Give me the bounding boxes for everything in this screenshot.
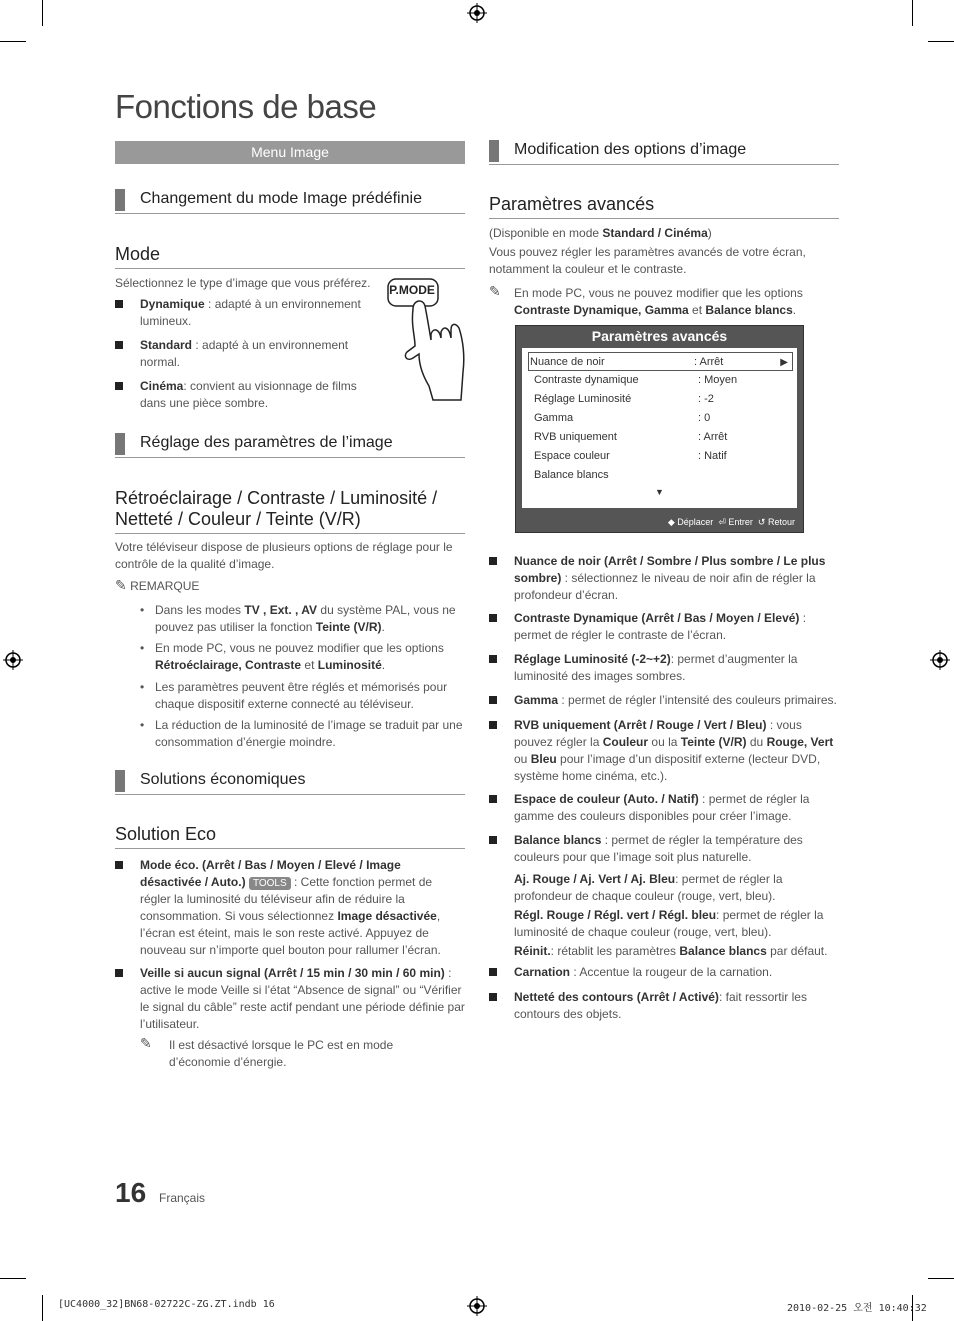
section-mode-title: Mode	[115, 244, 465, 269]
mode-item-standard: Standard : adapté à un environnement normal.	[115, 337, 370, 371]
registration-mark-icon	[467, 3, 487, 23]
osd-footer: ◆ Déplacer ⏎ Entrer ↺ Retour	[667, 517, 795, 527]
osd-panel	[522, 348, 797, 508]
osd-menu	[515, 325, 804, 533]
crop-mark	[928, 1278, 954, 1279]
pencil-icon: ✎	[489, 283, 501, 299]
adv-item-luminosite: Réglage Luminosité (-2~+2): permet d’augmenter la luminosité des images sombres.	[489, 651, 839, 685]
osd-row-rvb[interactable]: RVB uniquement : Arrêt	[534, 431, 728, 443]
adv-subitem-reinit: Réinit.: rétablit les paramètres Balance blancs par défaut.	[514, 944, 828, 958]
tools-badge: TOOLS	[249, 877, 291, 890]
section-eco-title: Solution Eco	[115, 824, 465, 849]
adv-item-rvb: RVB uniquement (Arrêt / Rouge / Vert / Bleu) : vous pouvez régler la Couleur ou la Teinte (V/R) du Rouge, Vert ou Bleu pour l’image d’un dispositif externe (lecteur DVD, système home cinéma, etc.).	[489, 717, 839, 785]
return-icon: ↺	[757, 517, 766, 527]
osd-row-espace[interactable]: Espace couleur : Natif	[534, 450, 727, 462]
retro-intro: Votre téléviseur dispose de plusieurs options de réglage pour le contrôle de la qualité d’image.	[115, 540, 453, 571]
subheading-changement: Changement du mode Image prédéfinie	[115, 189, 465, 214]
registration-mark-icon	[930, 650, 950, 670]
section-adv-title: Paramètres avancés	[489, 194, 839, 219]
arrow-right-icon: ▶	[780, 357, 788, 368]
adv-item-balance: Balance blancs : permet de régler la température des couleurs pour que l’image soit plus naturelle.	[489, 832, 844, 866]
osd-row-contraste[interactable]: Contraste dynamique : Moyen	[534, 374, 738, 386]
adv-item-carnation: Carnation : Accentue la rougeur de la carnation.	[489, 964, 839, 981]
menu-bar: Menu Image	[115, 141, 465, 164]
adv-subitem-regl: Régl. Rouge / Régl. vert / Régl. bleu: permet de régler la luminosité de chaque couleur (rouge, vert, bleu).	[514, 908, 824, 939]
eco-note: ✎ Il est désactivé lorsque le PC est en mode d’économie d’énergie.	[140, 1035, 394, 1069]
note-item: • Les paramètres peuvent être réglés et mémorisés pour chaque dispositif externe connecté au téléviseur.	[140, 679, 470, 713]
language-label: Français	[159, 1191, 206, 1205]
note-item: • En mode PC, vous ne pouvez modifier que les options Rétroéclairage, Contraste et Luminosité.	[140, 640, 470, 674]
adv-item-nettete: Netteté des contours (Arrêt / Activé): fait ressortir les contours des objets.	[489, 989, 839, 1023]
mode-intro: Sélectionnez le type d’image que vous préférez.	[115, 276, 371, 290]
adv-item-nuance: Nuance de noir (Arrêt / Sombre / Plus sombre / Le plus sombre) : sélectionnez le niveau de noir afin de régler la profondeur d’écran.	[489, 553, 839, 604]
registration-mark-icon	[3, 650, 23, 670]
subheading-modification: Modification des options d’image	[489, 140, 839, 165]
page-title: Fonctions de base	[115, 88, 377, 125]
page-number: 16	[115, 1177, 147, 1208]
footer-timestamp: 2010-02-25 오전 10:40:32	[787, 1303, 927, 1314]
note-item: • Dans les modes TV , Ext. , AV du système PAL, vous ne pouvez pas utiliser la fonction Teinte (V/R).	[140, 602, 470, 636]
osd-row-gamma[interactable]: Gamma : 0	[534, 412, 711, 424]
subheading-reglage: Réglage des paramètres de l’image	[115, 433, 465, 458]
eco-item-veille: Veille si aucun signal (Arrêt / 15 min / 30 min / 60 min) : active le mode Veille si l’état “Absence de signal” ou “Vérifier le signal du câble” reste actif pendant une période définie par l’utilisateur.	[115, 965, 470, 1033]
pmode-button-label: P.MODE	[389, 283, 435, 297]
section-retro-title: Rétroéclairage / Contraste / Luminosité / Netteté / Couleur / Teinte (V/R)	[115, 488, 465, 534]
move-icon: ◆	[667, 517, 675, 527]
pencil-icon: ✎	[140, 1035, 152, 1051]
adv-availability: (Disponible en mode Standard / Cinéma)	[489, 226, 712, 240]
pencil-icon: ✎	[115, 577, 127, 593]
adv-item-contraste: Contraste Dynamique (Arrêt / Bas / Moyen / Elevé) : permet de régler le contraste de l’écran.	[489, 610, 839, 644]
enter-icon: ⏎	[718, 517, 726, 527]
crop-mark	[928, 41, 954, 42]
registration-mark-icon	[467, 1296, 487, 1316]
remarque-label: ✎ REMARQUE	[115, 577, 200, 593]
adv-pc-note: ✎ En mode PC, vous ne pouvez modifier que les options Contraste Dynamique, Gamma et Balance blancs.	[489, 283, 803, 317]
adv-intro: Vous pouvez régler les paramètres avancés de votre écran, notamment la couleur et le contraste.	[489, 245, 806, 276]
eco-item-mode: Mode éco. (Arrêt / Bas / Moyen / Elevé / Image désactivée / Auto.) TOOLS : Cette fonction permet de régler la luminosité du téléviseur afin de réduire la consommation. Si vous sélectionnez Image désactivée, l’écran est éteint, mais le son reste activé. Appuyez de nouveau sur n’importe quel bouton pour rallumer l’écran.	[115, 857, 462, 959]
crop-mark	[42, 0, 43, 26]
crop-mark	[0, 41, 26, 42]
crop-mark	[42, 1295, 43, 1321]
mode-item-cinema: Cinéma: convient au visionnage de films dans une pièce sombre.	[115, 378, 380, 412]
footer-file-info: [UC4000_32]BN68-02722C-ZG.ZT.indb 16	[58, 1299, 275, 1310]
osd-row-nuance[interactable]: Nuance de noir : Arrêt ▶	[528, 352, 793, 371]
crop-mark	[912, 0, 913, 26]
adv-item-gamma: Gamma : permet de régler l’intensité des couleurs primaires.	[489, 692, 854, 709]
crop-mark	[0, 1278, 26, 1279]
adv-subitem-aj: Aj. Rouge / Aj. Vert / Aj. Bleu: permet de régler la profondeur de chaque couleur (rouge, vert, bleu).	[514, 872, 783, 903]
mode-item-dynamique: Dynamique : adapté à un environnement lumineux.	[115, 296, 370, 330]
osd-row-balance[interactable]: Balance blancs	[534, 469, 609, 481]
subheading-solutions: Solutions économiques	[115, 770, 465, 795]
osd-row-luminosite[interactable]: Réglage Luminosité : -2	[534, 393, 714, 405]
note-item: • La réduction de la luminosité de l’image se traduit par une consommation d’énergie moindre.	[140, 717, 475, 751]
adv-item-espace: Espace de couleur (Auto. / Natif) : permet de régler la gamme des couleurs disponibles pour créer l’image.	[489, 791, 839, 825]
scroll-down-icon[interactable]: ▼	[655, 487, 664, 497]
osd-title: Paramètres avancés	[591, 328, 728, 344]
